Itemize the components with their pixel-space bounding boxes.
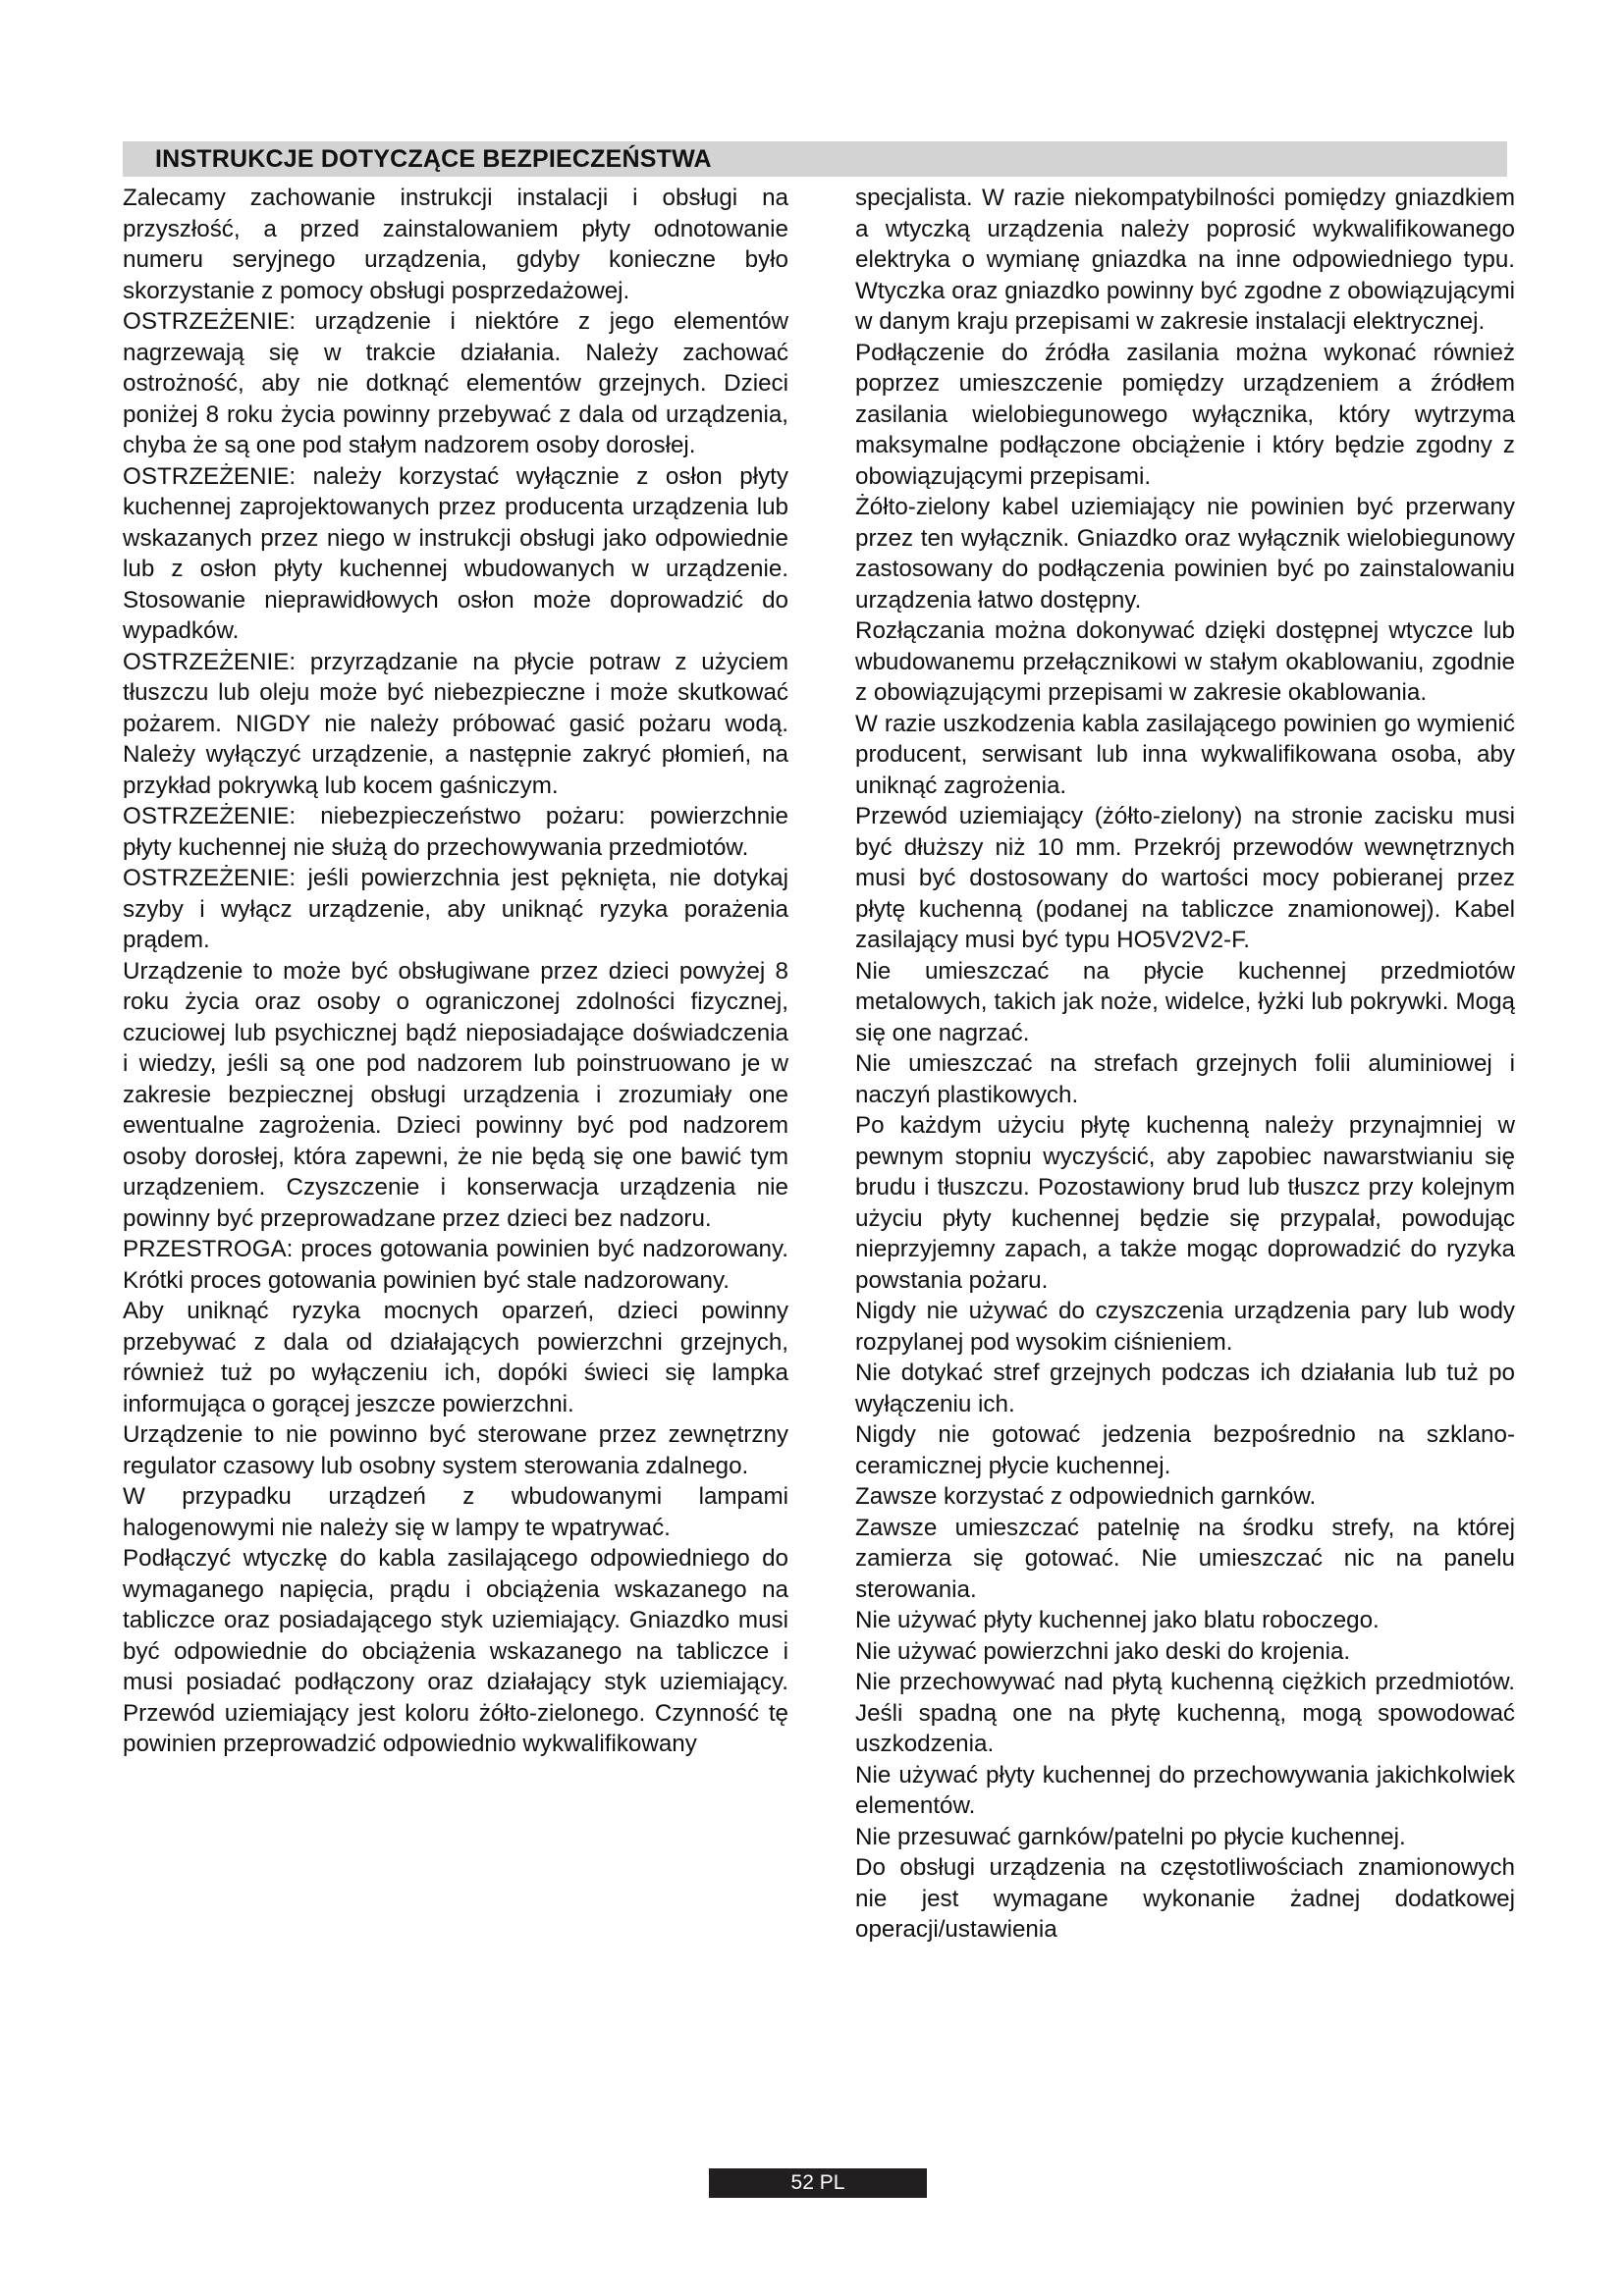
paragraph: Zawsze umieszczać patelnię na środku strefy, na której zamierza się gotować. Nie umieszczać nic na panelu sterowania. (855, 1514, 1515, 1603)
paragraph: W przypadku urządzeń z wbudowanymi lampami halogenowymi nie należy się w lampy te wpatrywać. (123, 1483, 788, 1541)
paragraph: Nie dotykać stref grzejnych podczas ich działania lub tuż po wyłączeniu ich. (855, 1360, 1515, 1417)
page-number: 52 PL (709, 2168, 927, 2198)
paragraph: OSTRZEŻENIE: jeśli powierzchnia jest pęknięta, nie dotykaj szyby i wyłącz urządzenie, aby uniknąć ryzyka porażenia prądem. (123, 865, 788, 953)
paragraph: Nie używać płyty kuchennej jako blatu roboczego. (855, 1607, 1380, 1633)
paragraph: Po każdym użyciu płytę kuchenną należy przynajmniej w pewnym stopniu wyczyścić, aby zapobiec nawarstwianiu się brudu i tłuszczu. Pozostawiony brud lub tłuszcz przy kolejnym użyciu płyty kuchennej będzie się przypalał, powodując nieprzyjemny zapach, a także mogąc doprowadzić do ryzyka powstania pożaru. (855, 1112, 1515, 1294)
paragraph: Zawsze korzystać z odpowiednich garnków. (855, 1483, 1317, 1510)
paragraph: Do obsługi urządzenia na częstotliwościach znamionowych nie jest wymagane wykonanie żadnej dodatkowej operacji/ustawienia (855, 1854, 1515, 1943)
paragraph: Nie używać powierzchni jako deski do krojenia. (855, 1637, 1351, 1665)
paragraph: Podłączyć wtyczkę do kabla zasilającego odpowiedniego do wymaganego napięcia, prądu i obciążenia wskazanego na tabliczce oraz posiadającego styk uziemiający. Gniazdko musi być odpowiednie do obciążenia wskazanego na tabliczce i musi posiadać podłączony oraz działający styk uziemiający. Przewód uziemiający jest koloru żółto-zielonego. Czynność tę powinien przeprowadzić odpowiednio wykwalifikowany (123, 1545, 788, 1757)
paragraph: OSTRZEŻENIE: niebezpieczeństwo pożaru: powierzchnie płyty kuchennej nie służą do przechowywania przedmiotów. (123, 803, 788, 861)
section-title: INSTRUKCJE DOTYCZĄCE BEZPIECZEŃSTWA (155, 145, 712, 173)
paragraph: Nie umieszczać na strefach grzejnych folii aluminiowej i naczyń plastikowych. (855, 1050, 1515, 1108)
right-column (855, 183, 1515, 1946)
paragraph: Urządzenie to może być obsługiwane przez dzieci powyżej 8 roku życia oraz osoby o ograniczonej zdolności fizycznej, czuciowej lub psychicznej bądź nieposiadające doświadczenia i wiedzy, jeśli są one pod nadzorem lub poinstruowano je w zakresie bezpiecznej obsługi urządzenia i zrozumiały one ewentualne zagrożenia. Dzieci powinny być pod nadzorem osoby dorosłej, która zapewni, że nie będą się one bawić tym urządzeniem. Czyszczenie i konserwacja urządzenia nie powinny być przeprowadzane przez dzieci bez nadzoru. (123, 957, 788, 1232)
left-column (123, 183, 788, 1760)
paragraph: Nie umieszczać na płycie kuchennej przedmiotów metalowych, takich jak noże, widelce, łyżki lub pokrywki. Mogą się one nagrzać. (855, 957, 1515, 1046)
paragraph: Zalecamy zachowanie instrukcji instalacji i obsługi na przyszłość, a przed zainstalowaniem płyty odnotowanie numeru seryjnego urządzenia, gdyby konieczne było skorzystanie z pomocy obsługi posprzedażowej. (123, 185, 788, 304)
paragraph: PRZESTROGA: proces gotowania powinien być nadzorowany. Krótki proces gotowania powinien być stale nadzorowany. (123, 1236, 788, 1294)
paragraph: Aby uniknąć ryzyka mocnych oparzeń, dzieci powinny przebywać z dala od działających powierzchni grzejnych, również tuż po wyłączeniu ich, dopóki świeci się lampka informująca o gorącej jeszcze powierzchni. (123, 1298, 788, 1417)
paragraph: Nie przechowywać nad płytą kuchenną ciężkich przedmiotów. Jeśli spadną one na płytę kuchenną, mogą spowodować uszkodzenia. (855, 1669, 1515, 1757)
paragraph: Podłączenie do źródła zasilania można wykonać również poprzez umieszczenie pomiędzy urządzeniem a źródłem zasilania wielobiegunowego wyłącznika, który wytrzyma maksymalne podłączone obciążenie i który będzie zgodny z obowiązującymi przepisami. (855, 339, 1515, 490)
paragraph: Nigdy nie używać do czyszczenia urządzenia pary lub wody rozpylanej pod wysokim ciśnieniem. (855, 1298, 1515, 1356)
paragraph: specjalista. W razie niekompatybilności pomiędzy gniazdkiem a wtyczką urządzenia należy poprosić wykwalifikowanego elektryka o wymianę gniazdka na inne odpowiedniego typu. Wtyczka oraz gniazdko powinny być zgodne z obowiązującymi w danym kraju przepisami w zakresie instalacji elektrycznej. (855, 185, 1515, 335)
section-header-bar (123, 141, 1507, 177)
paragraph: Przewód uziemiający (żółto-zielony) na stronie zacisku musi być dłuższy niż 10 mm. Przekrój przewodów wewnętrznych musi być dostosowany do wartości mocy pobieranej przez płytę kuchenną (podanej na tabliczce znamionowej). Kabel zasilający musi być typu HO5V2V2-F. (855, 803, 1515, 953)
paragraph: W razie uszkodzenia kabla zasilającego powinien go wymienić producent, serwisant lub inna wykwalifikowana osoba, aby uniknąć zagrożenia. (855, 710, 1515, 799)
paragraph: OSTRZEŻENIE: przyrządzanie na płycie potraw z użyciem tłuszczu lub oleju może być niebezpieczne i może skutkować pożarem. NIGDY nie należy próbować gasić pożaru wodą. Należy wyłączyć urządzenie, a następnie zakryć płomień, na przykład pokrywką lub kocem gaśniczym. (123, 648, 788, 799)
paragraph: Rozłączania można dokonywać dzięki dostępnej wtyczce lub wbudowanemu przełącznikowi w stałym okablowaniu, zgodnie z obowiązującymi przepisami w zakresie okablowania. (855, 617, 1515, 706)
paragraph: Żółto-zielony kabel uziemiający nie powinien być przerwany przez ten wyłącznik. Gniazdko oraz wyłącznik wielobiegunowy zastosowany do podłączenia powinien być po zainstalowaniu urządzenia łatwo dostępny. (855, 494, 1515, 614)
paragraph: Nie używać płyty kuchennej do przechowywania jakichkolwiek elementów. (855, 1761, 1515, 1819)
paragraph: OSTRZEŻENIE: urządzenie i niektóre z jego elementów nagrzewają się w trakcie działania. Należy zachować ostrożność, aby nie dotknąć elementów grzejnych. Dzieci poniżej 8 roku życia powinny przebywać z dala od urządzenia, chyba że są one pod stałym nadzorem osoby dorosłej. (123, 308, 788, 458)
paragraph: Nie przesuwać garnków/patelni po płycie kuchennej. (855, 1823, 1406, 1850)
paragraph: Nigdy nie gotować jedzenia bezpośrednio na szklano-ceramicznej płycie kuchennej. (855, 1421, 1515, 1479)
paragraph: Urządzenie to nie powinno być sterowane przez zewnętrzny regulator czasowy lub osobny system sterowania zdalnego. (123, 1421, 788, 1479)
paragraph: OSTRZEŻENIE: należy korzystać wyłącznie z osłon płyty kuchennej zaprojektowanych przez producenta urządzenia lub wskazanych przez niego w instrukcji obsługi jako odpowiednie lub z osłon płyty kuchennej wbudowanych w urządzenie. Stosowanie nieprawidłowych osłon może doprowadzić do wypadków. (123, 462, 788, 644)
